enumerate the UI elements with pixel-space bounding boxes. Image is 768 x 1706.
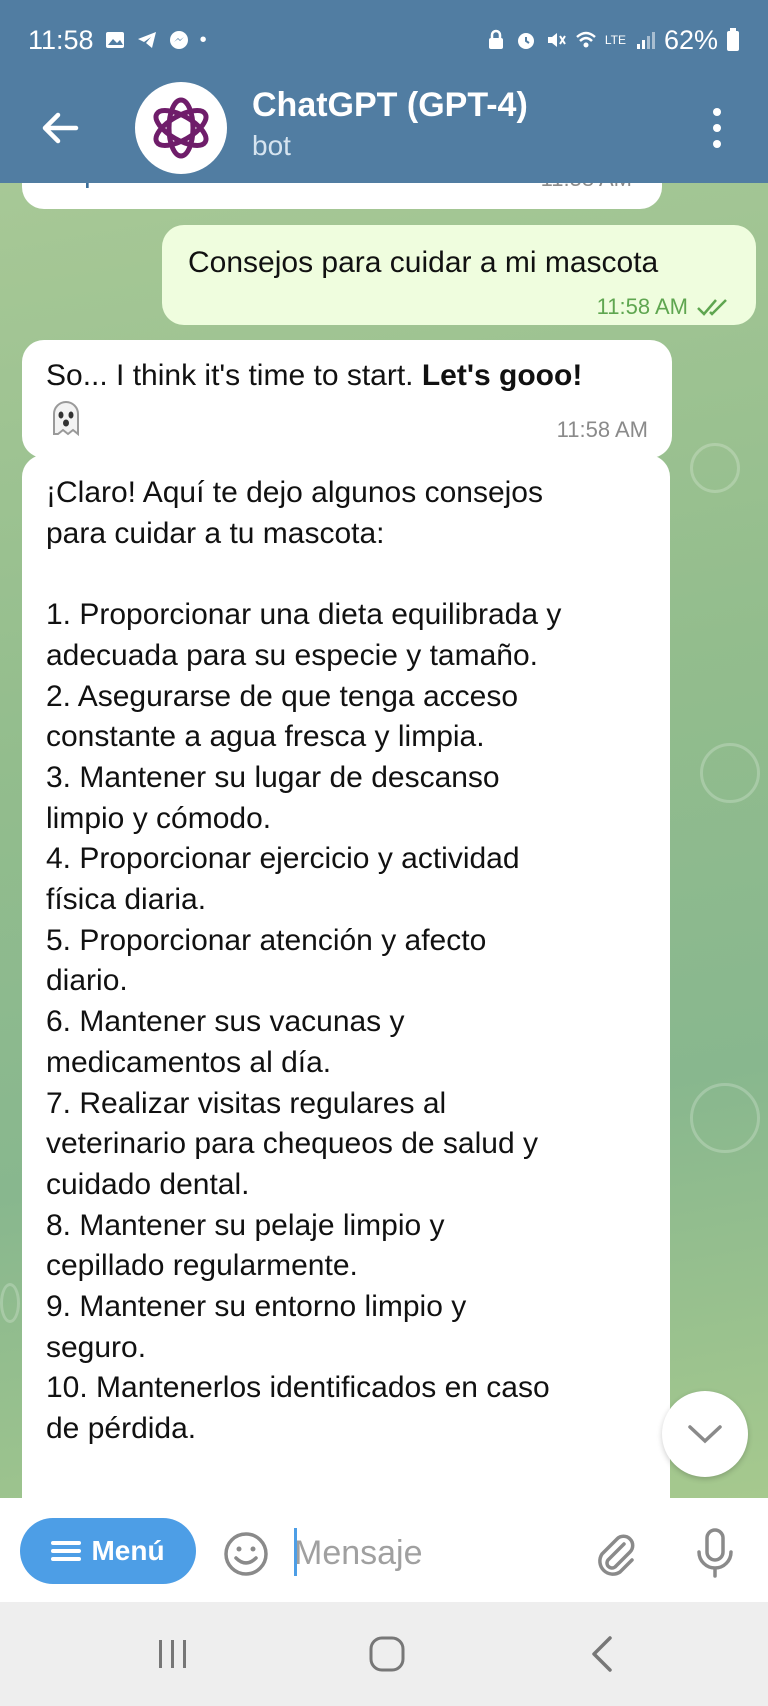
- lte-label: LTE: [604, 33, 626, 47]
- paperclip-icon[interactable]: [590, 1528, 640, 1578]
- double-check-icon: [696, 297, 730, 317]
- ghost-icon: [46, 398, 86, 438]
- menu-icon: [51, 1539, 81, 1563]
- microphone-icon[interactable]: [690, 1526, 740, 1580]
- more-vertical-icon: [713, 108, 721, 116]
- message-text: So... I think it's time to start. Let's gooo!: [46, 359, 583, 392]
- nav-back-icon[interactable]: [578, 1632, 628, 1676]
- home-icon[interactable]: [362, 1632, 412, 1676]
- back-arrow-icon[interactable]: [36, 104, 84, 152]
- status-time: 11:58: [28, 24, 94, 55]
- more-options-button[interactable]: [700, 100, 734, 156]
- avatar[interactable]: [135, 82, 227, 174]
- text-cursor: [294, 1528, 297, 1576]
- battery-icon: [726, 28, 740, 52]
- status-bar: [0, 0, 768, 80]
- menu-button[interactable]: [20, 1518, 196, 1584]
- message-input-bar: [0, 1498, 768, 1602]
- lock-icon: [485, 29, 507, 51]
- message-bubble-incoming[interactable]: [22, 455, 670, 1535]
- recents-icon[interactable]: [148, 1632, 198, 1676]
- alarm-icon: [515, 29, 537, 51]
- openai-logo-icon: [143, 90, 219, 166]
- chat-subtitle: bot: [252, 130, 291, 161]
- smiley-icon[interactable]: [222, 1530, 270, 1578]
- background-doodle: [0, 1283, 20, 1323]
- message-bubble-outgoing[interactable]: [162, 225, 756, 325]
- gallery-notification-icon: [104, 29, 126, 51]
- message-input[interactable]: [294, 1528, 574, 1578]
- mute-icon: [545, 29, 567, 51]
- chat-title[interactable]: ChatGPT (GPT-4): [252, 86, 528, 124]
- background-doodle: [690, 443, 740, 493]
- more-notifications-dot: •: [199, 28, 207, 51]
- wifi-icon: [575, 29, 597, 51]
- app-header: [0, 0, 768, 183]
- battery-percent: 62%: [663, 24, 718, 55]
- telegram-notification-icon: [136, 29, 158, 51]
- chevron-down-icon: [687, 1423, 723, 1445]
- chat-topbar: [0, 80, 768, 183]
- scroll-down-button[interactable]: [662, 1391, 748, 1477]
- chat-area[interactable]: [0, 183, 768, 1498]
- messenger-notification-icon: [168, 29, 190, 51]
- message-text: ¡Claro! Aquí te dejo algunos consejos para cuidar a tu mascota: 1. Proporcionar una dieta equilibrada y adecuada para su especie y tamaño. 2. Asegurarse de que tenga acceso constante a agua fresca y limpia. 3. Mantener su lugar de descanso limpio y cómodo. 4. Proporcionar ejercicio y actividad física diaria. 5. Proporcionar atención y afecto diario. 6. Mantener sus vacunas y medicamentos al día. 7. Realizar visitas regulares al veterinario para chequeos de salud y cuidado dental. 8. Mantener su pelaje limpio y cepillado regularmente. 9. Mantener su entorno limpio y seguro. 10. Mantenerlos identificados en caso de pérdida.: [46, 476, 562, 1446]
- background-doodle: [700, 743, 760, 803]
- message-time: 11:58 AM: [556, 417, 648, 442]
- menu-button-label: Menú: [91, 1535, 165, 1566]
- message-text: Consejos para cuidar a mi mascota: [188, 246, 659, 279]
- background-doodle: [690, 1083, 760, 1153]
- system-navigation-bar: [0, 1602, 768, 1706]
- message-time: 11:58 AM: [596, 294, 688, 319]
- signal-icon: [634, 29, 656, 51]
- message-bubble-incoming[interactable]: [22, 340, 672, 458]
